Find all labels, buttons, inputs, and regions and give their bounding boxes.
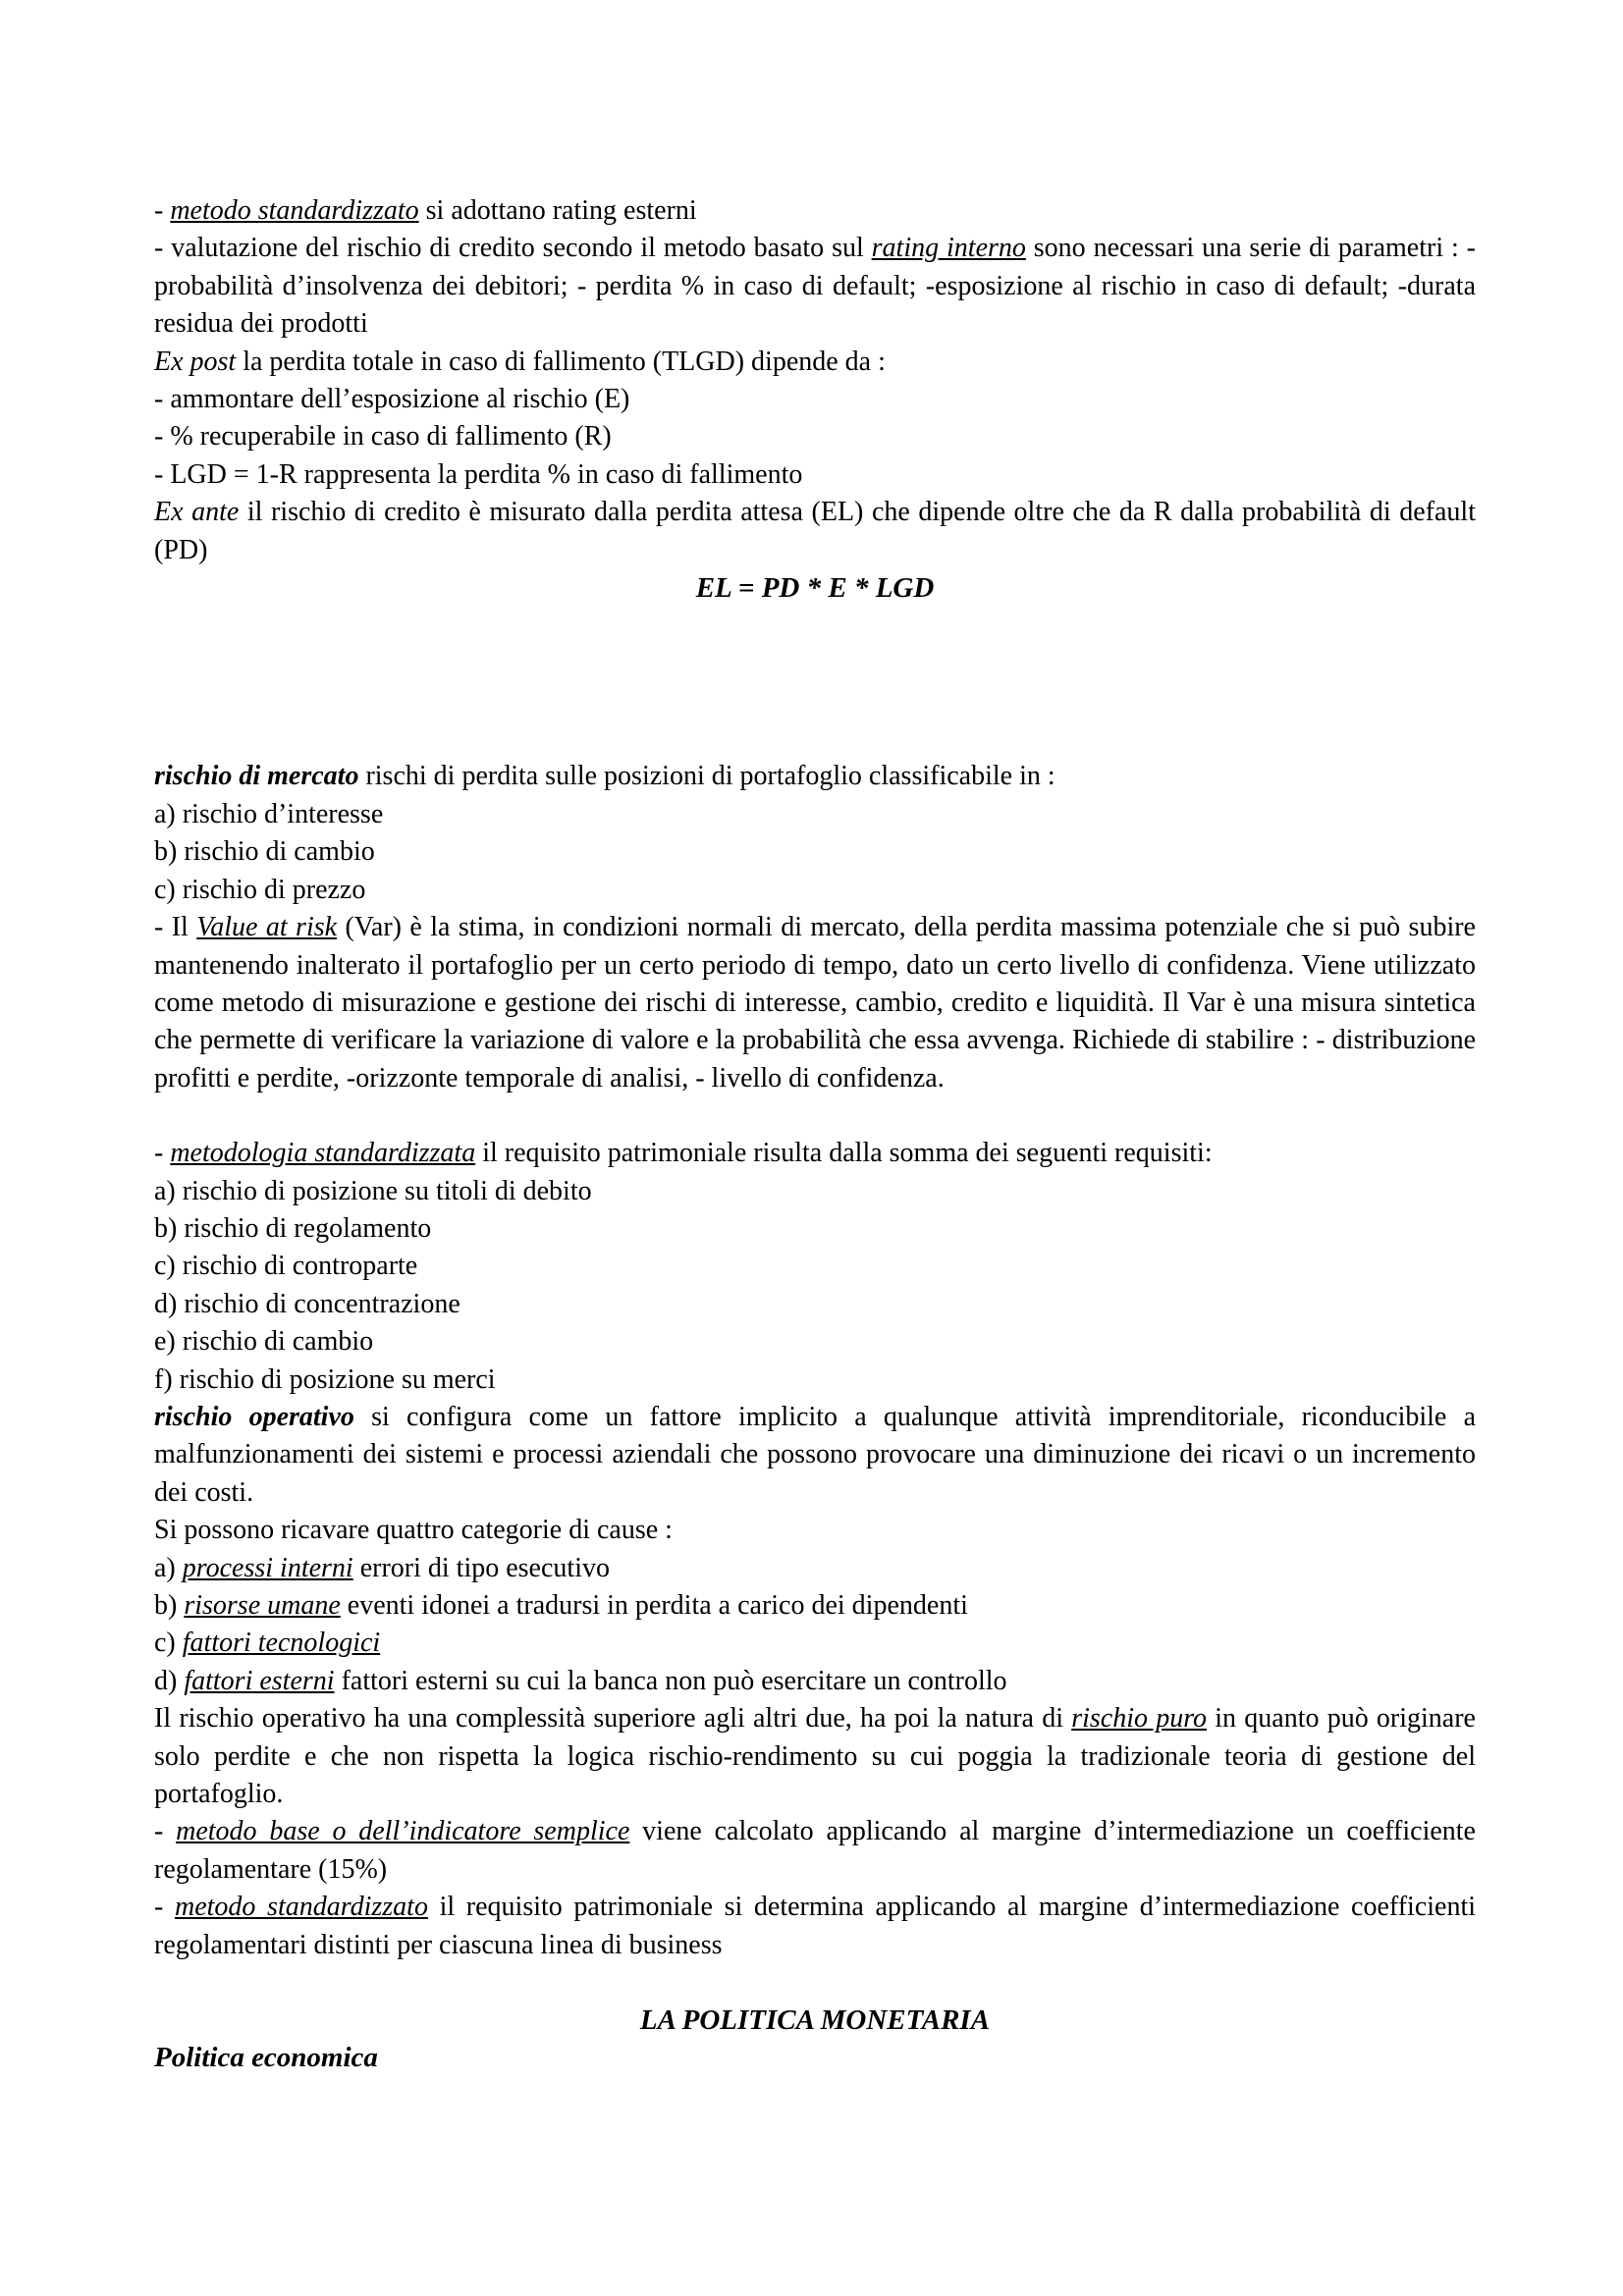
text: - bbox=[154, 1138, 171, 1169]
paragraph-metodo-standardizzato-rating bbox=[154, 192, 1476, 230]
paragraph-value-at-risk bbox=[154, 909, 1476, 1097]
term-risorse-umane: risorse umane bbox=[184, 1590, 341, 1621]
text: Il rischio operativo ha una complessità superiore agli altri due, ha poi la natura di bbox=[154, 1703, 1072, 1735]
term-ex-ante: Ex ante bbox=[154, 497, 240, 528]
list-item bbox=[154, 1663, 1476, 1700]
list-item: f) rischio di posizione su merci bbox=[154, 1363, 496, 1395]
spacer bbox=[154, 1097, 1476, 1135]
text: si configura come un fattore implicito a qualunque attività imprenditoriale, riconducibile a malfunzionamenti dei sistemi e processi aziendali che possono provocare una diminuzione dei ricavi o un incremento dei costi. bbox=[154, 1401, 1476, 1508]
paragraph-rischio-puro bbox=[154, 1700, 1476, 1813]
text: in quanto può originare solo perdite e che non rispetta la logica rischio-rendimento su cui poggia la tradizionale teoria di gestione del portafoglio. bbox=[154, 1703, 1476, 1810]
term-metodo-standardizzato: metodo standardizzato bbox=[170, 195, 419, 226]
text: - valutazione del rischio di credito secondo il metodo basato sul bbox=[154, 233, 872, 264]
term-rischio-operativo: rischio operativo bbox=[154, 1401, 354, 1432]
term-ex-post: Ex post bbox=[154, 346, 237, 377]
paragraph-metodo-base bbox=[154, 1813, 1476, 1889]
text: viene calcolato applicando al margine d’intermediazione un coefficiente regolamentare (15%) bbox=[154, 1816, 1476, 1885]
list-item bbox=[154, 1587, 1476, 1625]
list-item: - LGD = 1-R rappresenta la perdita % in caso di fallimento bbox=[154, 458, 803, 490]
paragraph-metodologia-standardizzata bbox=[154, 1135, 1476, 1172]
paragraph-rischio-di-mercato bbox=[154, 758, 1476, 795]
spacer bbox=[154, 1964, 1476, 2002]
text: rischi di perdita sulle posizioni di portafoglio classificabile in : bbox=[358, 761, 1055, 792]
section-subtitle: Politica economica bbox=[154, 2042, 378, 2074]
text: a) bbox=[154, 1552, 183, 1583]
text: - bbox=[154, 1892, 175, 1923]
paragraph-ex-post bbox=[154, 344, 1476, 381]
term-metodo-standardizzato: metodo standardizzato bbox=[174, 1892, 428, 1923]
text: la perdita totale in caso di fallimento (TLGD) dipende da : bbox=[236, 346, 886, 377]
paragraph-rischio-operativo bbox=[154, 1399, 1476, 1512]
text: eventi idonei a tradursi in perdita a carico dei dipendenti bbox=[340, 1590, 968, 1621]
paragraph-categorie-cause: Si possono ricavare quattro categorie di cause : bbox=[154, 1515, 673, 1546]
text: d) bbox=[154, 1665, 185, 1696]
text: - bbox=[154, 195, 171, 226]
text: - bbox=[154, 1816, 177, 1847]
term-fattori-tecnologici: fattori tecnologici bbox=[182, 1628, 381, 1659]
list-item: c) rischio di prezzo bbox=[154, 874, 366, 905]
text: il rischio di credito è misurato dalla perdita attesa (EL) che dipende oltre che da R dalla probabilità di default (PD) bbox=[154, 497, 1476, 565]
list-item: - ammontare dell’esposizione al rischio (E) bbox=[154, 384, 630, 415]
text: (Var) è la stima, in condizioni normali di mercato, della perdita massima potenziale che si può subire mantenendo inalterato il portafoglio per un certo periodo di tempo, dato un certo livello di confidenza. Viene utilizzato come metodo di misurazione e gestione dei rischi di interesse, cambio, credito e liquidità. Il Var è una misura sintetica che permette di verificare la variazione di valore e la probabilità che essa avvenga. Richiede di stabilire : - distribuzione profitti e perdite, -orizzonte temporale di analisi, - livello di confidenza. bbox=[154, 912, 1476, 1094]
text: sono necessari una serie di parametri : - probabilità d’insolvenza dei debitori; - perdita % in caso di default; -esposizione al rischio in caso di default; -durata residua dei prodotti bbox=[154, 233, 1476, 340]
term-processi-interni: processi interni bbox=[182, 1552, 353, 1583]
paragraph-ex-ante bbox=[154, 494, 1476, 569]
term-metodo-base: metodo base o dell’indicatore semplice bbox=[176, 1816, 630, 1847]
term-rischio-puro: rischio puro bbox=[1071, 1703, 1208, 1735]
text: il requisito patrimoniale risulta dalla somma dei seguenti requisiti: bbox=[475, 1138, 1213, 1169]
list-item: d) rischio di concentrazione bbox=[154, 1288, 460, 1319]
text: - Il bbox=[154, 912, 197, 943]
formula-expected-loss: EL = PD * E * LGD bbox=[695, 572, 935, 605]
list-item bbox=[154, 1550, 1476, 1587]
term-fattori-esterni: fattori esterni bbox=[184, 1665, 335, 1696]
text: errori di tipo esecutivo bbox=[352, 1552, 610, 1583]
page-content bbox=[154, 192, 1476, 2077]
paragraph-rating-interno bbox=[154, 230, 1476, 343]
spacer bbox=[154, 607, 1476, 758]
text: b) bbox=[154, 1590, 185, 1621]
list-item: a) rischio di posizione su titoli di debito bbox=[154, 1175, 592, 1206]
text: fattori esterni su cui la banca non può esercitare un controllo bbox=[334, 1665, 1007, 1696]
section-title: LA POLITICA MONETARIA bbox=[639, 2004, 991, 2037]
text: il requisito patrimoniale si determina applicando al margine d’intermediazione coefficienti regolamentari distinti per ciascuna linea di business bbox=[154, 1892, 1477, 1960]
list-item: - % recuperabile in caso di fallimento (R) bbox=[154, 421, 612, 453]
term-value-at-risk: Value at risk bbox=[196, 912, 338, 943]
text: c) bbox=[154, 1628, 183, 1659]
term-rischio-di-mercato: rischio di mercato bbox=[154, 761, 359, 792]
list-item bbox=[154, 1625, 1476, 1662]
list-item: a) rischio d’interesse bbox=[154, 798, 384, 829]
text: si adottano rating esterni bbox=[418, 195, 697, 226]
term-rating-interno: rating interno bbox=[871, 233, 1026, 264]
paragraph-metodo-standardizzato-operativo bbox=[154, 1889, 1476, 1964]
list-item: b) rischio di regolamento bbox=[154, 1212, 432, 1244]
term-metodologia-standardizzata: metodologia standardizzata bbox=[170, 1138, 476, 1169]
list-item: e) rischio di cambio bbox=[154, 1326, 374, 1358]
list-item: c) rischio di controparte bbox=[154, 1251, 418, 1282]
list-item: b) rischio di cambio bbox=[154, 836, 375, 868]
